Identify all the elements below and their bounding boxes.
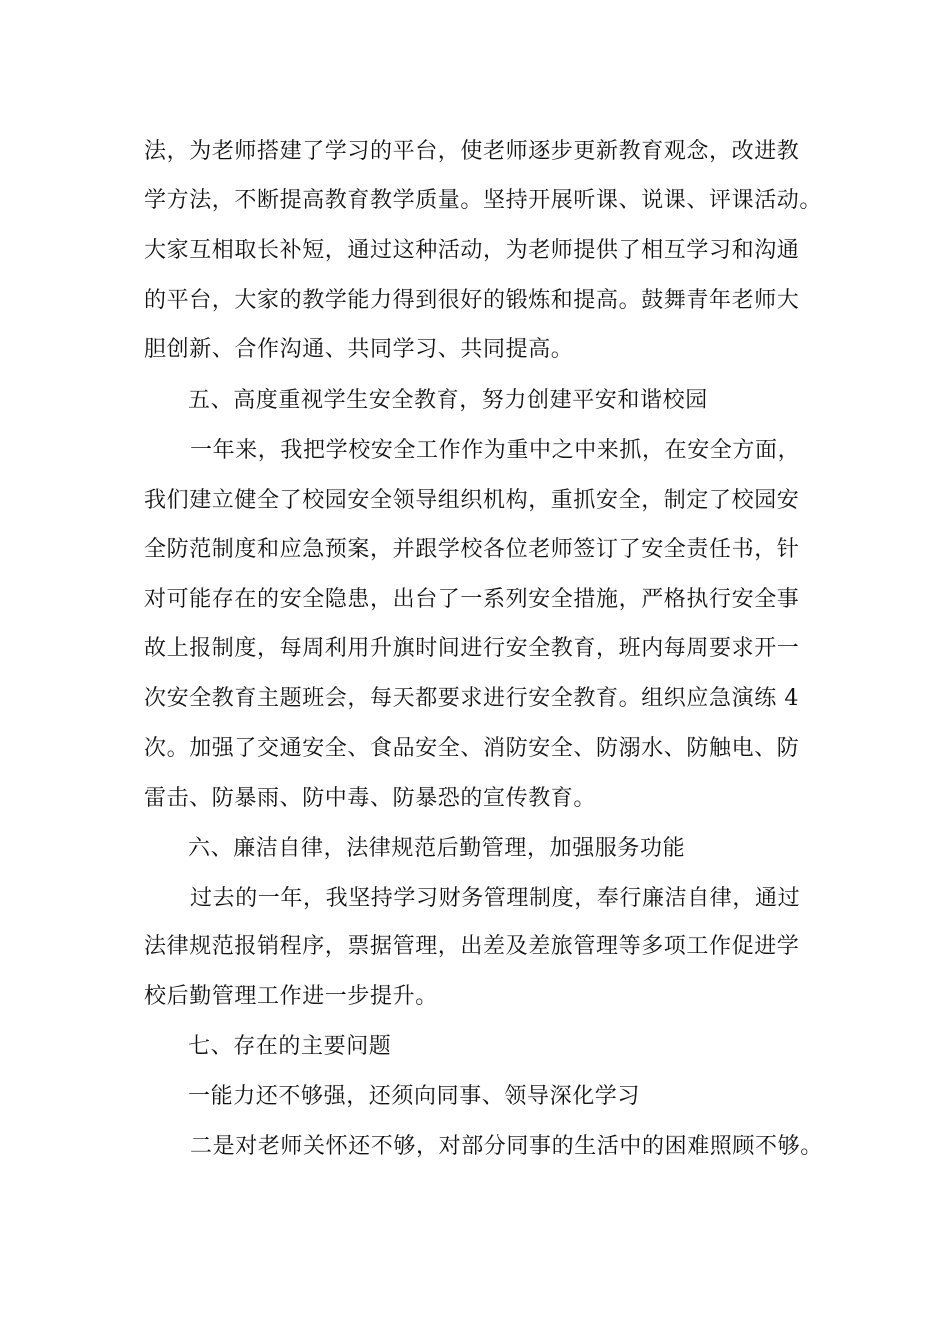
body-text-line: 法律规范报销程序，票据管理，出差及差旅管理等多项工作促进学 — [144, 934, 800, 959]
body-text-line: 的平台，大家的教学能力得到很好的锻炼和提高。鼓舞青年老师大 — [144, 288, 800, 313]
body-text-line: 雷击、防暴雨、防中毒、防暴恐的宣传教育。 — [144, 786, 597, 811]
body-text-line: 大家互相取长补短，通过这种活动，为老师提供了相互学习和沟通 — [144, 238, 800, 263]
body-text-line: 校后勤管理工作进一步提升。 — [144, 984, 438, 1009]
body-text-line: 故上报制度，每周利用升旗时间进行安全教育，班内每周要求开一 — [144, 636, 800, 661]
section-heading-6: 六、廉洁自律，法律规范后勤管理，加强服务功能 — [188, 836, 686, 861]
section-heading-5: 五、高度重视学生安全教育，努力创建平安和谐校园 — [188, 388, 708, 413]
body-text-line: 对可能存在的安全隐患，出台了一系列安全措施，严格执行安全事 — [144, 587, 800, 612]
body-text-line: 次。加强了交通安全、食品安全、消防安全、防溺水、防触电、防 — [144, 736, 800, 761]
body-text-line: 一能力还不够强，还须向同事、领导深化学习 — [188, 1084, 641, 1109]
body-text-line: 法，为老师搭建了学习的平台，使老师逐步更新教育观念，改进教 — [144, 139, 800, 164]
body-text-line: 二是对老师关怀还不够，对部分同事的生活中的困难照顾不够。 — [190, 1134, 823, 1159]
body-text-line: 过去的一年，我坚持学习财务管理制度，奉行廉洁自律，通过 — [190, 886, 801, 911]
body-text-line: 全防范制度和应急预案，并跟学校各位老师签订了安全责任书，针 — [144, 537, 800, 562]
body-text-line: 学方法，不断提高教育教学质量。坚持开展听课、说课、评课活动。 — [144, 188, 823, 213]
body-text-line: 一年来，我把学校安全工作作为重中之中来抓，在安全方面， — [190, 438, 801, 463]
body-text-line: 我们建立健全了校园安全领导组织机构，重抓安全，制定了校园安 — [144, 488, 800, 513]
body-text-line: 次安全教育主题班会，每天都要求进行安全教育。组织应急演练 4 — [144, 686, 799, 711]
section-heading-7: 七、存在的主要问题 — [188, 1034, 392, 1059]
body-text-line: 胆创新、合作沟通、共同学习、共同提高。 — [144, 337, 574, 362]
